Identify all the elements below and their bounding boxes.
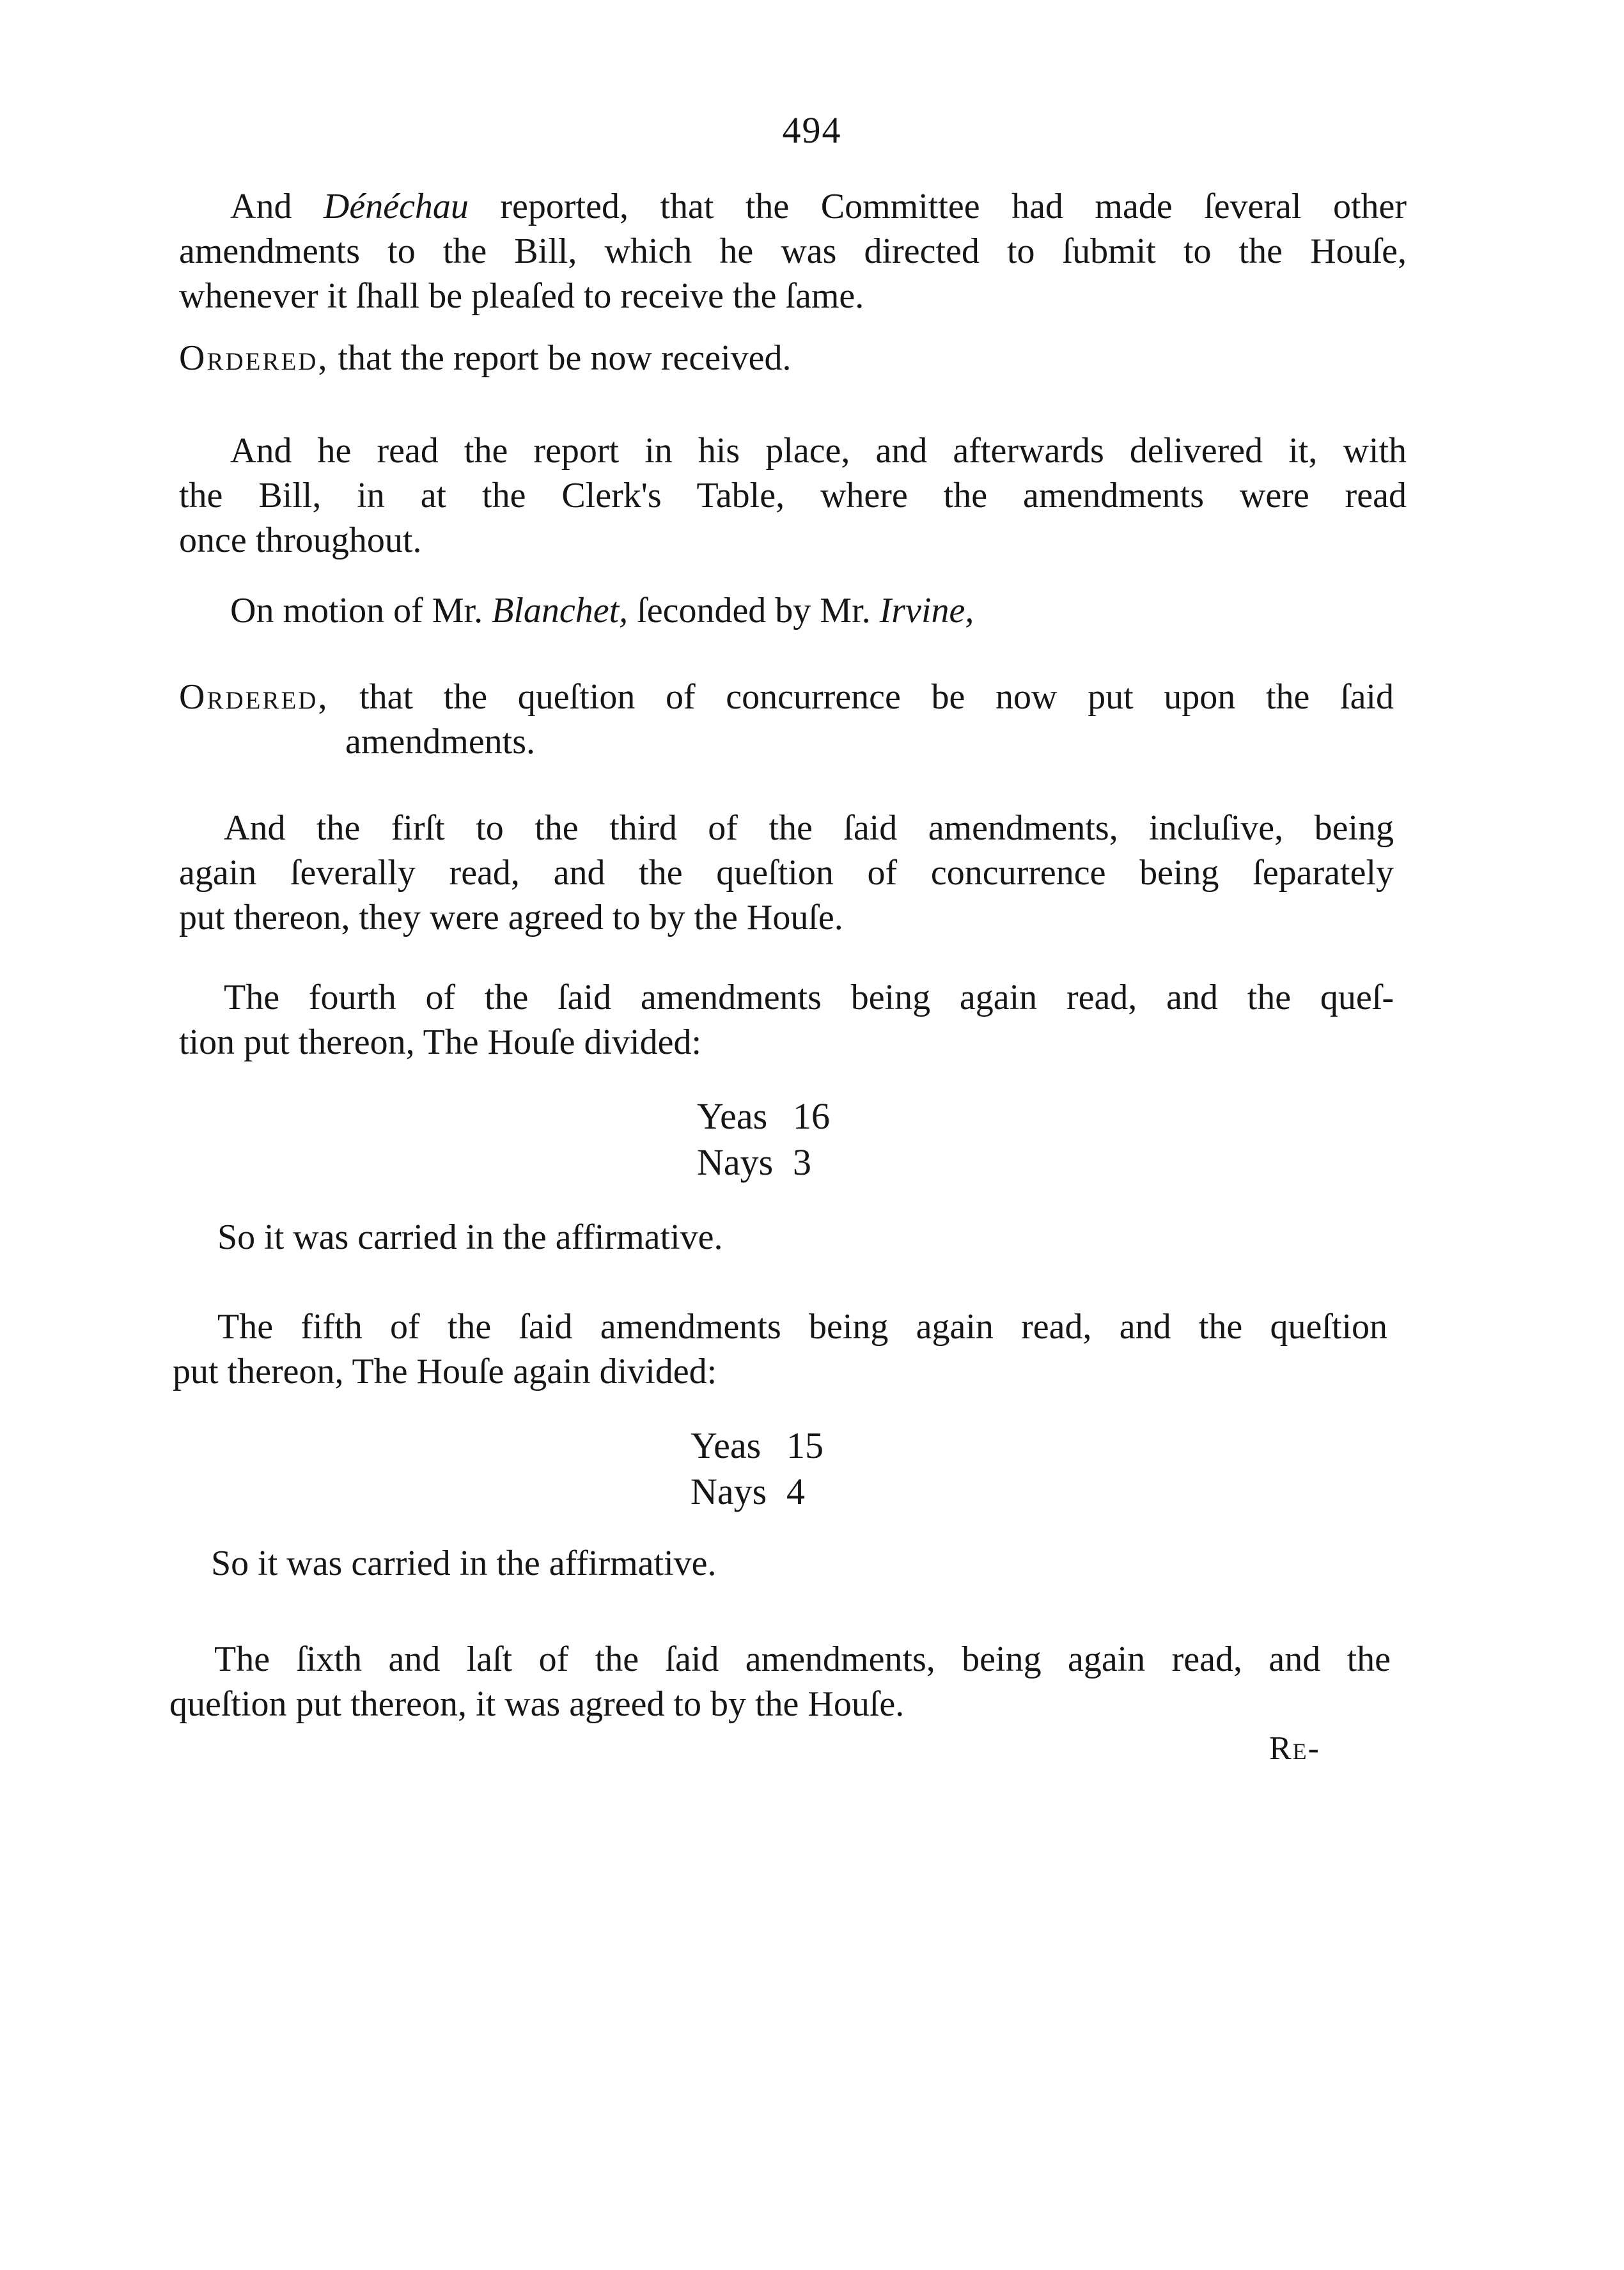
yeas-label: Yeas	[691, 1425, 761, 1466]
paragraph-line	[179, 675, 1394, 719]
paragraph-line: The fifth of the ſaid amendments being again read, and the queſtion	[217, 1307, 1387, 1347]
paragraph-line	[179, 336, 1394, 380]
nays-label: Nays	[691, 1471, 767, 1512]
paragraph-line: amendments to the Bill, which he was directed to ſubmit to the Houſe,	[179, 231, 1407, 271]
paragraph-line: queſtion put thereon, it was agreed to by the Houſe.	[169, 1684, 905, 1724]
paragraph-line: again ſeverally read, and the queſtion of concurrence being ſeparately	[179, 853, 1394, 893]
paragraph-first-to-third-amendments	[179, 806, 1394, 940]
paragraph-line	[179, 184, 1407, 229]
paragraph-line: whenever it ſhall be pleaſed to receive the ſame.	[179, 276, 864, 316]
catchword: Re-	[1269, 1730, 1320, 1767]
ordered-label: Ordered,	[179, 338, 329, 378]
paragraph-line: So it was carried in the affirmative.	[211, 1544, 717, 1583]
paragraph-line: And he read the report in his place, and afterwards delivered it, with	[230, 431, 1407, 471]
paragraph-line: the Bill, in at the Clerk's Table, where the amendments were read	[179, 476, 1407, 515]
text-run: On motion of Mr.	[230, 591, 492, 630]
yeas-row	[691, 1423, 824, 1469]
member-name: Blanchet,	[492, 591, 629, 630]
ordered-label: Ordered,	[179, 677, 329, 717]
yeas-row	[697, 1093, 830, 1139]
nays-label: Nays	[697, 1141, 774, 1183]
paragraph-fifth-amendment	[173, 1304, 1387, 1394]
page-number: 494	[782, 109, 842, 151]
text-run: reported, that the Committee had made ſeveral other	[468, 187, 1407, 226]
member-name: Irvine,	[879, 591, 974, 630]
paragraph-line: put thereon, they were agreed to by the Houſe.	[179, 898, 843, 937]
paragraph-line: And the firſt to the third of the ſaid amendments, incluſive, being	[224, 808, 1394, 848]
division-vote-fifth	[691, 1423, 824, 1515]
nays-count: 4	[786, 1471, 805, 1512]
text-run: ſeconded by Mr.	[628, 591, 880, 630]
nays-row	[697, 1139, 830, 1186]
yeas-count: 15	[786, 1425, 824, 1466]
yeas-label: Yeas	[697, 1095, 768, 1137]
paragraph-ordered-concurrence	[179, 675, 1394, 764]
yeas-count: 16	[793, 1095, 830, 1137]
paragraph-line: once throughout.	[179, 521, 422, 560]
nays-count: 3	[793, 1141, 811, 1183]
paragraph-line: tion put thereon, The Houſe divided:	[179, 1022, 702, 1062]
paragraph-line: So it was carried in the affirmative.	[217, 1217, 723, 1257]
division-vote-fourth	[697, 1093, 830, 1186]
text-run: that the queſtion of concurrence be now put upon the ſaid	[329, 677, 1394, 717]
paragraph-ordered-report-received	[179, 336, 1394, 380]
paragraph-line: The ſixth and laſt of the ſaid amendments, being again read, and the	[214, 1640, 1391, 1679]
paragraph-line: The fourth of the ſaid amendments being again read, and the queſ-	[224, 978, 1394, 1017]
paragraph-line	[179, 588, 1394, 633]
paragraph-fourth-amendment	[179, 975, 1394, 1065]
text-run: And	[230, 187, 324, 226]
paragraph-motion	[179, 588, 1394, 633]
member-name: Dénéchau	[323, 187, 469, 226]
paragraph-line: put thereon, The Houſe again divided:	[173, 1352, 717, 1391]
paragraph-carried-affirmative-1	[217, 1215, 1368, 1260]
paragraph-sixth-amendment	[169, 1637, 1391, 1726]
paragraph-carried-affirmative-2	[211, 1541, 1362, 1586]
paragraph-denechau-report	[179, 184, 1407, 318]
nays-row	[691, 1469, 824, 1515]
text-run: that the report be now received.	[329, 338, 792, 378]
paragraph-line: amendments.	[345, 722, 536, 762]
paragraph-report-read	[179, 428, 1407, 563]
